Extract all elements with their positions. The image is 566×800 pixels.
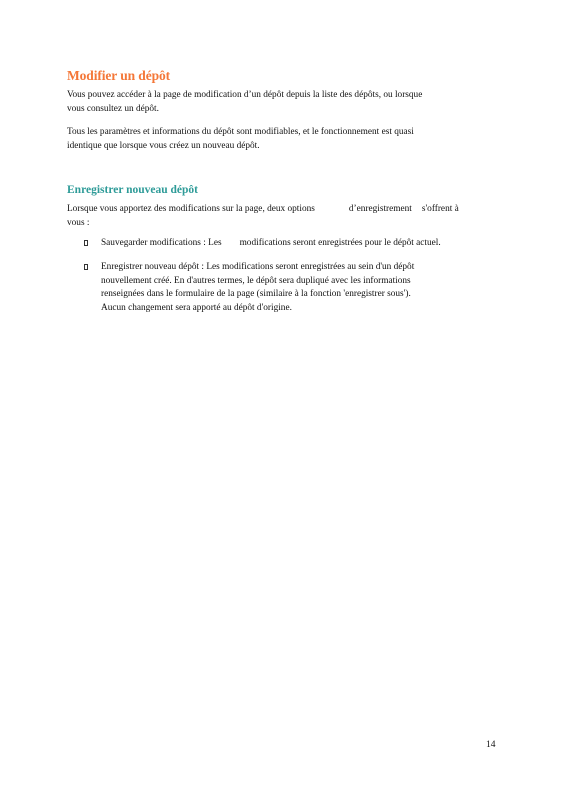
paragraph-access-edit-page: [67, 89, 497, 116]
list-item-text: [101, 237, 441, 251]
list-item-line: Aucun changement sera apporté au dépôt d'origine.: [101, 302, 292, 313]
paragraph-line: vous consultez un dépôt.: [67, 103, 159, 114]
list-item-text-part: modifications seront enregistrées pour le dépôt actuel.: [239, 238, 441, 248]
page-number: 14: [486, 740, 496, 750]
list-item-line: renseignées dans le formulaire de la page (similaire à la fonction 'enregistrer sous').: [101, 289, 411, 299]
list-item-line: nouvellement créé. En d'autres termes, le dépôt sera dupliqué avec les informations: [101, 275, 411, 286]
paragraph-all-editable: [67, 126, 497, 153]
list-item-line: [101, 237, 441, 251]
intro-text-part: s'offrent à: [421, 204, 459, 214]
paragraph-save-options-intro: [67, 203, 497, 230]
intro-text-part: Lorsque vous apportez des modifications sur la page, deux options: [67, 204, 315, 214]
intro-text-part: d’enregistrement: [348, 204, 412, 214]
list-item-text-part: Sauvegarder modifications : Les: [101, 238, 222, 248]
paragraph-line: vous :: [67, 217, 90, 228]
list-item-text: [101, 261, 414, 315]
section-title-modifier-depot: Modifier un dépôt: [67, 68, 171, 83]
paragraph-line: Vous pouvez accéder à la page de modification d’un dépôt depuis la liste des dépôts, ou lorsque: [67, 90, 423, 100]
bullet-icon: [84, 240, 88, 246]
paragraph-line: identique que lorsque vous créez un nouveau dépôt.: [67, 140, 260, 151]
list-item-line: Enregistrer nouveau dépôt : Les modifications seront enregistrées au sein d'un dépôt: [101, 262, 415, 272]
bullet-icon: [84, 264, 88, 270]
paragraph-line: Tous les paramètres et informations du dépôt sont modifiables, et le fonctionnement est quasi: [67, 127, 414, 137]
paragraph-line: [67, 203, 497, 217]
section-title-enregistrer-nouveau-depot: Enregistrer nouveau dépôt: [67, 184, 198, 196]
